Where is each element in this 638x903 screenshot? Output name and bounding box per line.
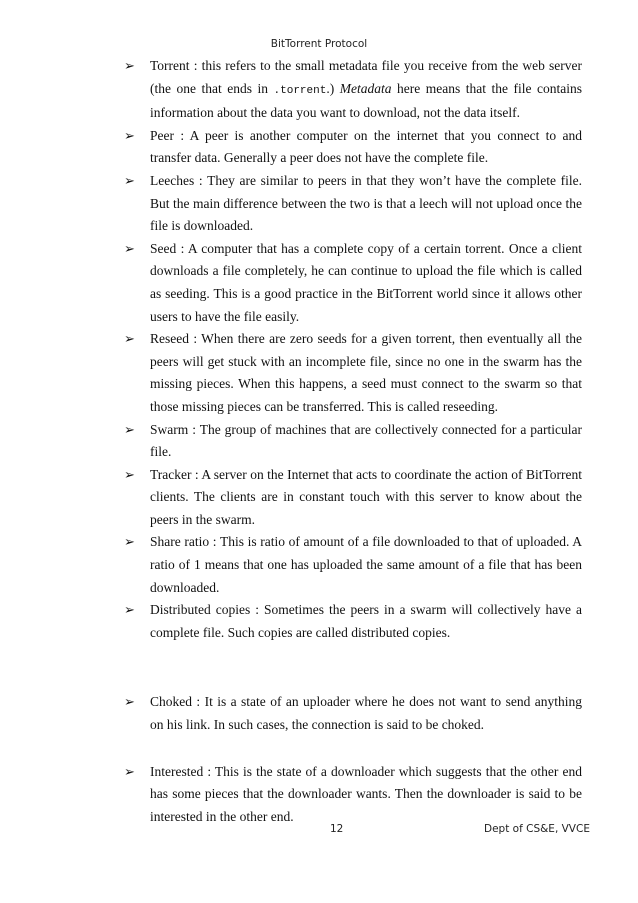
- torrent-text-1: Torrent : this refers to the small metadata file you receive from the web server (the one that ends in: [150, 58, 582, 96]
- arrow-bullet-icon: ➢: [124, 127, 135, 143]
- running-header: BitTorrent Protocol: [270, 38, 368, 50]
- arrow-bullet-icon: ➢: [124, 58, 135, 73]
- list-item-text: Seed : A computer that has a complete copy of a certain torrent. Once a client downloads a file completely, he can continue to upload the file which is called as seeding. This is a good practice in the BitTorrent world since it allows other users to have the file easily.: [150, 240, 582, 324]
- list-item-tracker: [124, 464, 582, 532]
- list-item-text: Swarm : The group of machines that are collectively connected for a particular file.: [150, 421, 582, 460]
- list-item-swarm: [124, 419, 582, 464]
- list-item-text: Tracker : A server on the Internet that acts to coordinate the action of BitTorrent clients. The clients are in constant touch with this server to know about the peers in the swarm.: [150, 466, 582, 527]
- list-item-text: Interested : This is the state of a downloader which suggests that the other end has some pieces that the downloader wants. Then the downloader is said to be interested in the other end.: [150, 763, 582, 824]
- list-item-text: Share ratio : This is ratio of amount of a file downloaded to that of uploaded. A ratio of 1 means that one has uploaded the same amount of a file that has been downloaded.: [150, 534, 582, 595]
- list-item-text: Distributed copies : Sometimes the peers in a swarm will collectively have a complete file. Such copies are called distributed copies.: [150, 602, 582, 640]
- arrow-bullet-icon: ➢: [124, 534, 135, 550]
- arrow-bullet-icon: ➢: [124, 331, 135, 347]
- vertical-spacer: [150, 644, 582, 691]
- list-item-leeches: [124, 170, 582, 238]
- definition-list: [124, 55, 582, 828]
- arrow-bullet-icon: ➢: [124, 421, 135, 437]
- list-item-choked: [124, 691, 582, 736]
- arrow-bullet-icon: ➢: [124, 694, 135, 710]
- page-number: 12: [330, 823, 344, 835]
- arrow-bullet-icon: ➢: [124, 172, 135, 188]
- torrent-text-2: .): [326, 80, 340, 96]
- arrow-bullet-icon: ➢: [124, 602, 135, 618]
- list-item-peer: [124, 125, 582, 170]
- arrow-bullet-icon: ➢: [124, 240, 135, 256]
- metadata-term: Metadata: [339, 80, 392, 96]
- list-item-reseed: [124, 328, 582, 418]
- list-item-interested: [124, 761, 582, 829]
- list-item-text: Leeches : They are similar to peers in that they won’t have the complete file. But the main difference between the two is that a leech will not upload once the file is downloaded.: [150, 172, 582, 234]
- torrent-extension: .torrent: [273, 84, 327, 97]
- list-item-text: Choked : It is a state of an uploader where he does not want to send anything on his link. In such cases, the connection is said to be choked.: [150, 694, 582, 733]
- list-item-share-ratio: [124, 531, 582, 599]
- list-item-torrent: [124, 55, 582, 125]
- department-label: Dept of CS&E, VVCE: [484, 823, 590, 835]
- list-item-distributed-copies: [124, 599, 582, 644]
- arrow-bullet-icon: ➢: [124, 466, 135, 482]
- list-item-seed: [124, 238, 582, 328]
- list-item-text: Peer : A peer is another computer on the internet that you connect to and transfer data. Generally a peer does not have the complete file.: [150, 127, 582, 166]
- vertical-spacer: [150, 737, 582, 761]
- list-item-text: Reseed : When there are zero seeds for a given torrent, then eventually all the peers will get stuck with an incomplete file, since no one in the swarm has the missing pieces. When this happens, a seed must connect to the swarm so that those missing pieces can be transferred. This is called reseeding.: [150, 331, 582, 414]
- torrent-text-3: here means that the file contains information about the data you want to download, not the data itself.: [150, 80, 582, 121]
- arrow-bullet-icon: ➢: [124, 763, 135, 779]
